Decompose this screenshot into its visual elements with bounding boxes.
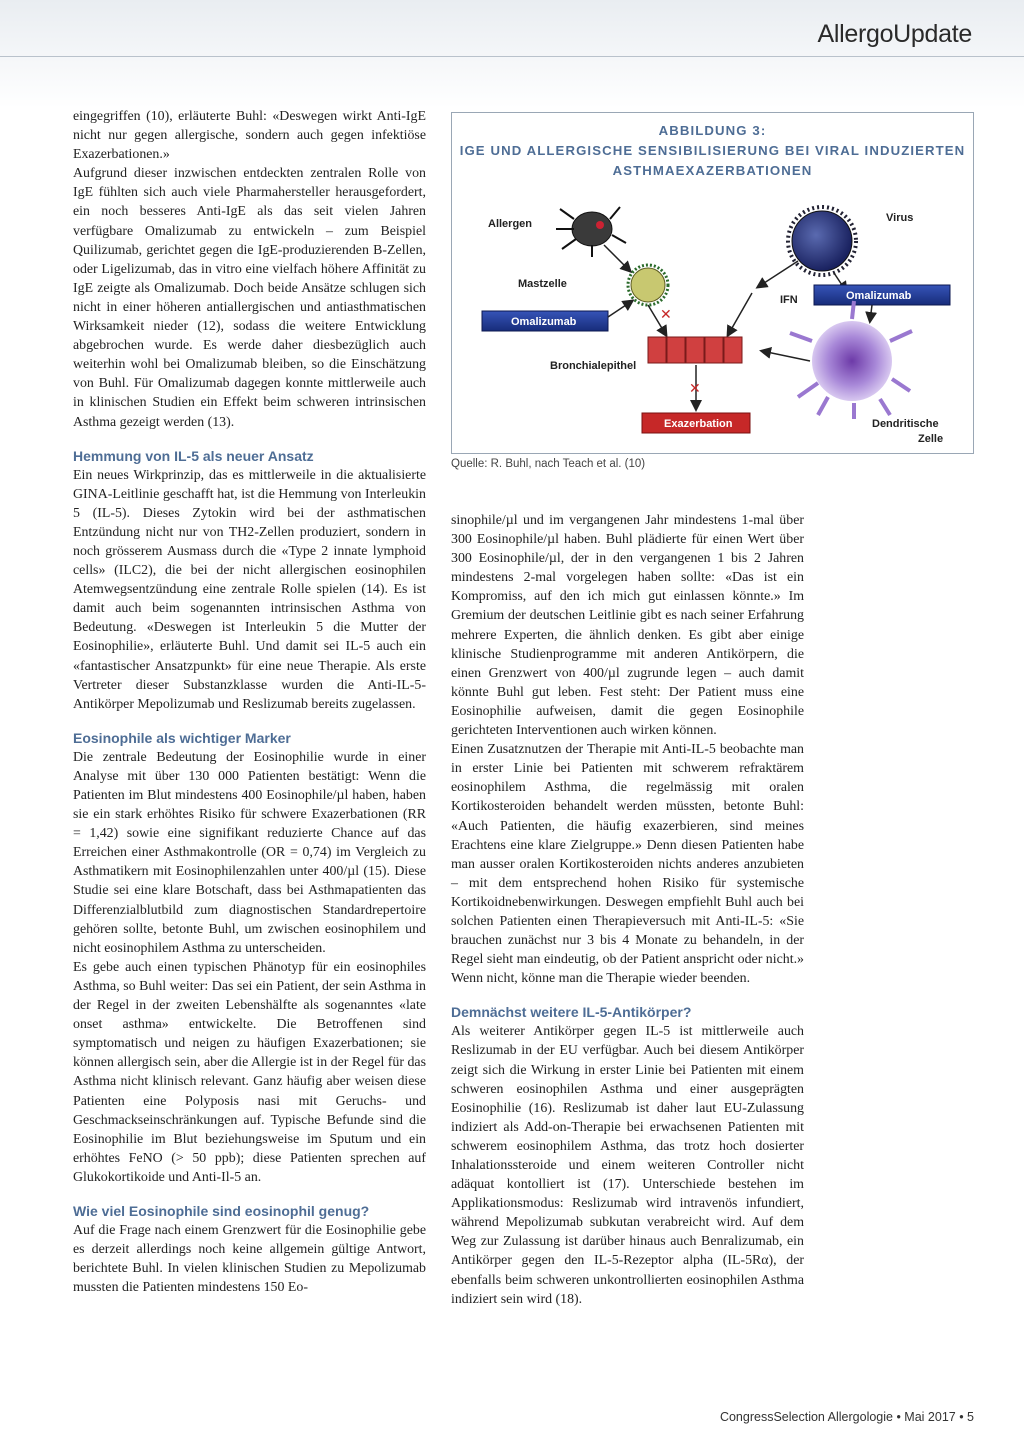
paragraph: Die zentrale Bedeutung der Eosinophilie wurde in einer Analyse mit über 130 000 Patienten bestätigt: Wenn die Patienten im Blut mindestens 400 Eosinophile/µl haben, haben sie ein stark erhöhtes Risiko für schwere Exazerbationen (RR = 1,42) sowie eine signifikant reduzierte Chance auf das Erreichen einer Asthmakontrolle (OR = 0,74) im Vergleich zu Asthmatikern mit Eosinophilenzahlen unter 400/µl (15). Diese Studie sei eine klare Botschaft, dass bei Asthmapatienten das Differenzialblutbild zum diagnostischen Standardrepertoire gehören sollte, betonte Buhl, um zwischen eosinophilem und nicht eosinophilem Asthma zu unterscheiden. — [73, 749, 426, 956]
block-x-icon: ✕ — [660, 307, 672, 323]
label-dendritische: Dendritische — [872, 418, 939, 430]
paragraph: eingegriffen (10), erläuterte Buhl: «Deswegen wirkt Anti-IgE nicht nur gegen allergische, sondern auch gegen infektiöse Exazerbationen.» — [73, 109, 426, 163]
figure-title-line: IGE UND ALLERGISCHE SENSIBILISIERUNG BEI VIRAL INDUZIERTEN — [459, 143, 966, 158]
figure-title-line: ABBILDUNG 3: — [658, 123, 767, 138]
label-zelle: Zelle — [918, 433, 944, 445]
block-x-icon: ✕ — [689, 381, 701, 397]
page-footer: CongressSelection Allergologie • Mai 2017 • 5 — [719, 1410, 974, 1424]
section-heading: Eosinophile als wichtiger Marker — [73, 729, 291, 746]
figure-title-line: ASTHMAEXAZERBATIONEN — [612, 163, 813, 178]
label-allergen: Allergen — [488, 218, 533, 230]
header-band — [0, 0, 1024, 108]
label-ifn: IFN — [780, 294, 798, 306]
section-heading: Hemmung von IL-5 als neuer Ansatz — [73, 447, 314, 464]
virus-icon — [788, 207, 856, 275]
label-omalizumab-left: Omalizumab — [511, 316, 577, 328]
column-left — [73, 107, 426, 1297]
paragraph: Auf die Frage nach einem Grenzwert für die Eosinophilie gebe es derzeit allerdings noch keine allgemein gültige Antwort, berichtete Buhl. In vielen klinischen Studien zu Mepolizumab mussten die Patienten mindestens 150 Eo- — [73, 1222, 426, 1296]
column-right — [451, 511, 804, 1309]
label-omalizumab-right: Omalizumab — [846, 290, 912, 302]
paragraph: Als weiterer Antikörper gegen IL-5 ist mittlerweile auch Reslizumab in der EU verfügbar. Auch bei diesem Antikörper zeigt sich die Wirkung in erster Linie bei Patienten mit einem schweren eosinophilen Asthma und einer ausgeprägten Eosinophilie (16). Reslizumab ist daher laut EU-Zulassung indiziert als Add-on-Therapie bei erwachsenen Patienten mit schwerem eosinophilem Asthma, das trotz hoch dosierter Inhalationssteroide und einem weiteren Controller nicht adäquat kontolliert ist (17). Unterschiede bestehen im Applikationsmodus: Reslizumab wird intravenös infundiert, während Mepolizumab subkutan verabreicht wird. Auf dem Weg zur Zulassung ist darüber hinaus auch Benralizumab, ein Antikörper gegen den IL-5-Rezeptor alpha (IL-5Rα), der ebenfalls beim schweren unkontrollierten eosinophilen Asthma indiziert sein wird (18). — [451, 1024, 804, 1307]
mast-cell-icon — [628, 265, 668, 305]
paragraph: sinophile/µl und im vergangenen Jahr mindestens 1-mal über 300 Eosinophile/µl haben. Buhl plädierte für einen Wert über 300 Eosinophile/µl, der in den vergangenen 1 bis 2 Jahren mindestens 2-mal vorgelegen haben sollte: «Das ist ein Kompromiss, auf den ich mich gut einlassen könnte.» Im Gremium der deutschen Leitlinie gibt es nach seiner Erfahrung mehrere Experten, die ähnlich denken. Es gibt aber einige klinische Studienprogramme mit anderen Antikörpern, die einen Grenzwert von 400/µl zugrunde legen – auch damit könnte Buhl gut leben. Fest steht: Der Patient muss eine Eosinophilie aufweisen, damit die gegen Eosinophile gerichteten Interventionen auch wirken können. — [451, 513, 804, 739]
brand-title: AllergoUpdate — [817, 20, 972, 48]
header-divider — [0, 56, 1024, 57]
section-heading: Demnächst weitere IL-5-Antikörper? — [451, 1004, 692, 1021]
section-heading: Wie viel Eosinophile sind eosinophil genug? — [73, 1202, 370, 1219]
figure-box — [451, 112, 974, 454]
paragraph: Einen Zusatznutzen der Therapie mit Anti-IL-5 beobachte man in erster Linie bei Patienten mit schwerem refraktärem eosinophilem Asthma, die regelmässig mit oralen Kortikosteroiden behandelt werden müssten, betonte Buhl: «Auch Patienten, die häufig exazerbieren, sind meines Erachtens eine klare Zielgruppe.» Denn diesen Patienten habe man ausser oralen Kortikosteroiden nichts anderes anzubieten – mit dem entsprechend hohen Risiko für systemische Kortikoidnebenwirkungen. Deswegen empfiehlt Buhl auch bei solchen Patienten einen Therapieversuch mit Anti-IL-5: «Sie brauchen zunächst nur 3 bis 4 Monate zu behandeln, in der Regel sieht man eindeutig, ob der Patient anspricht oder nicht.» Wenn nicht, könne man die Therapie wieder beenden. — [451, 742, 804, 987]
mite-icon — [556, 207, 626, 257]
label-virus: Virus — [886, 212, 914, 224]
figure-title — [452, 121, 973, 181]
figure-diagram — [452, 201, 972, 451]
bronchial-epithelium-icon — [648, 337, 742, 363]
paragraph: Es gebe auch einen typischen Phänotyp für ein eosinophiles Asthma, so Buhl weiter: Das sei ein Patient, der sein Asthma in der Regel in der zweiten Lebenshälfte als sogenanntes «late onset asthma» entwickelte. Die Betroffenen sind symptomatisch und neigen zu häufigen Exazerbationen; sie können allergisch sein, aber die Allergie ist in der Regel für das Asthma nicht klinisch relevant. Ganz häufig aber weisen diese Patienten eine Polyposis nasi mit Geruchs- und Geschmackseinschränkungen auf. Typische Befunde sind die Eosinophilie im Blut beziehungsweise im Sputum und ein erhöhtes FeNO (> 50 ppb); diese Patienten sprechen auf Glukokortikoide und Anti-Il-5 an. — [73, 959, 426, 1185]
figure-source: Quelle: R. Buhl, nach Teach et al. (10) — [451, 458, 646, 470]
paragraph: Ein neues Wirkprinzip, das es mittlerweile in die aktualisierte GINA-Leitlinie geschafft hat, ist die Hemmung von Interleukin 5 (IL-5). Dieses Zytokin wird bei der asthmatischen Entzündung nicht nur von TH2-Zellen produziert, sondern in noch grösserem Ausmass durch die «Type 2 innate lymphoid cells» (ILC2), die bei der nicht allergischen eosinophilen Atemwegsentzündung eine zentrale Rolle spielen (14). Es ist damit auch beim sogenannten intrinsischen Asthma von Bedeutung. «Deswegen ist Interleukin 5 die Mutter der Eosinophilie», erläuterte Buhl. Und damit sei IL-5 auch ein «fantastischer Ansatzpunkt» für eine neue Therapie. Als erste Vertreter dieser Substanzklasse wurden die Anti-IL-5-Antikörper Mepolizumab und Reslizumab bereits zugelassen. — [73, 467, 426, 712]
label-bronchialepithel: Bronchialepithel — [550, 360, 637, 372]
label-exazerbation: Exazerbation — [664, 418, 733, 430]
label-mastzelle: Mastzelle — [518, 278, 567, 290]
paragraph: Aufgrund dieser inzwischen entdeckten zentralen Rolle von IgE fühlten sich auch viele Pharmahersteller herausgefordert, ein noch besseres Anti-IgE als das seit vielen Jahren verfügbare Omalizumab zu entwickeln – zum Beispiel Quilizumab, gerichtet gegen die IgE-produzierenden B-Zellen, oder Ligelizumab, das in vitro eine vielfach höhere Affinität zu IgE zeigte als Omalizumab. Doch beide Ansätze schlugen sich nicht in einer höheren antiallergischen und antiasthmatischen Wirksamkeit nieder (12), sodass die weitere Entwicklung abgebrochen wurde. Es werde daher diesbezüglich auch weiterhin wohl bei Omalizumab bleiben, so die Einschätzung von Buhl. Für Omalizumab dagegen konnte mittlerweile auch in klinischen Studien ein Effekt beim schweren intrinsischen Asthma gezeigt werden (13). — [73, 166, 426, 430]
